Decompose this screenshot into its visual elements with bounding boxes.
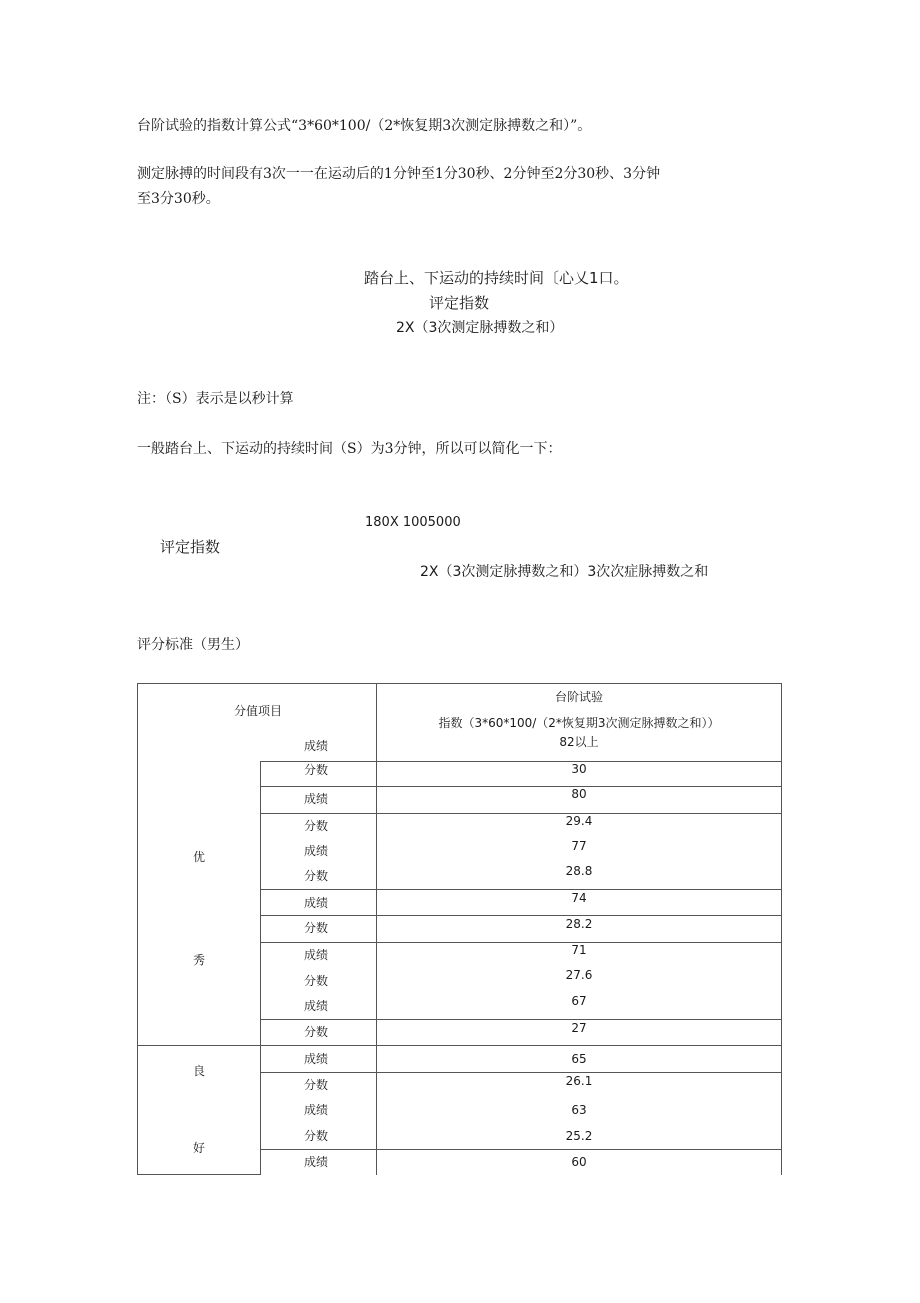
row-label: 分数 <box>304 974 329 988</box>
row-label: 成绩 <box>304 1103 329 1117</box>
formula2-numerator: 180X 1005000 <box>365 515 461 530</box>
paragraph-pulse-timing-line2: 至3分30秒。 <box>137 191 220 207</box>
row-label: 分数 <box>304 819 329 833</box>
formula2-denominator: 2X（3次测定脉搏数之和）3次次症脉搏数之和 <box>420 564 709 580</box>
paragraph-formula-intro: 台阶试验的指数计算公式“3*60*100/（2*恢复期3次测定脉搏数之和）”。 <box>137 118 592 134</box>
row-label: 成绩 <box>304 896 329 910</box>
grade-good-char2: 好 <box>193 1141 206 1155</box>
row-label: 分数 <box>304 1078 329 1092</box>
row-label: 分数 <box>304 1129 329 1143</box>
formula1-label: 评定指数 <box>429 294 490 312</box>
row-label: 成绩 <box>304 1155 329 1169</box>
formula1-denominator: 2X（3次测定脉搏数之和） <box>396 320 564 336</box>
row-label: 成绩 <box>304 844 329 858</box>
row-label: 分数 <box>304 921 329 935</box>
score-table: 分值项目 台阶试验 指数（3*60*100/（2*恢复期3次测定脉搏数之和）） 优 秀 良 好 成绩 82以上 分数 30 成绩 80 分数 29.4 成绩 77 分数 28.8 成绩 74 分数 28.2 成绩 71 分数 27.6 成绩 67 分数 27 成绩 65 分数 26.1 成绩 63 分数 25.2 成绩 60 <box>137 683 782 1175</box>
paragraph-simplify: 一般踏台上、下运动的持续时间（S）为3分钟，所以可以简化一下： <box>137 441 562 457</box>
row-label: 分数 <box>304 869 329 883</box>
row-label: 成绩 <box>304 792 329 806</box>
row-label: 分数 <box>304 763 329 777</box>
paragraph-pulse-timing-line1: 测定脉搏的时间段有3次一一在运动后的1分钟至1分30秒、2分钟至2分30秒、3分钟 <box>137 166 661 182</box>
grade-excellent-char1: 优 <box>193 850 206 864</box>
row-label: 分数 <box>304 1025 329 1039</box>
row-label: 成绩 <box>304 739 329 753</box>
row-label: 成绩 <box>304 1052 329 1066</box>
row-label: 成绩 <box>304 999 329 1013</box>
grade-good-char1: 良 <box>193 1064 206 1078</box>
formula1-numerator: 踏台上、下运动的持续时间〔心乂1口。 <box>364 269 629 287</box>
table-title: 评分标准（男生） <box>137 637 249 653</box>
grade-excellent-char2: 秀 <box>193 953 206 967</box>
note-seconds: 注：（S）表示是以秒计算 <box>137 391 294 407</box>
formula2-label: 评定指数 <box>160 538 221 556</box>
row-label: 成绩 <box>304 948 329 962</box>
header-score-items: 分值项目 <box>234 704 283 718</box>
